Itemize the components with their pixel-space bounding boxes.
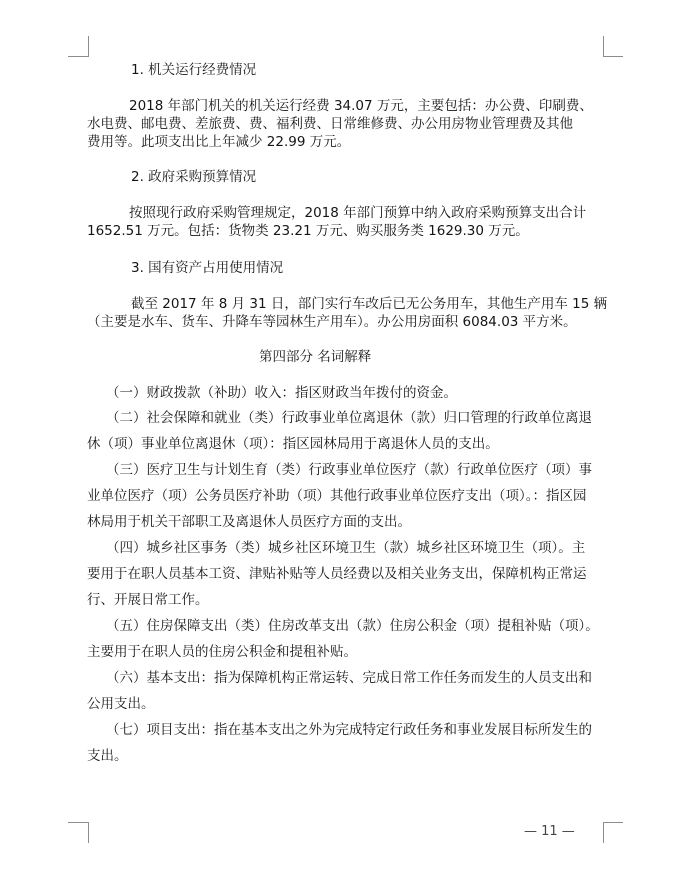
part-four-title: 第四部分 名词解释 bbox=[259, 349, 372, 365]
crop-mark-top-right-h bbox=[603, 56, 623, 57]
section-2-para-line-2: 1652.51 万元。包括：货物类 23.21 万元、购买服务类 1629.30 万元。 bbox=[87, 223, 529, 239]
definition-line: 要用于在职人员基本工资、津贴补贴等人员经费以及相关业务支出，保障机构正常运 bbox=[87, 566, 587, 582]
definition-line: 主要用于在职人员的住房公积金和提租补贴。 bbox=[87, 644, 357, 660]
section-3-heading: 3. 国有资产占用使用情况 bbox=[131, 260, 284, 276]
crop-mark-bottom-left-h bbox=[68, 822, 88, 823]
section-3-para-line-2: （主要是水车、货车、升降车等园林生产用车）。办公用房面积 6084.03 平方米。 bbox=[87, 314, 577, 330]
section-1-heading: 1. 机关运行经费情况 bbox=[131, 62, 257, 78]
definition-line: （二）社会保障和就业（类）行政事业单位离退休（款）归口管理的行政单位离退 bbox=[106, 410, 592, 426]
definition-line: （三）医疗卫生与计划生育（类）行政事业单位医疗（款）行政单位医疗（项）事 bbox=[106, 462, 592, 478]
definition-line: （一）财政拨款（补助）收入：指区财政当年拨付的资金。 bbox=[106, 385, 457, 401]
crop-mark-bottom-right-h bbox=[603, 822, 623, 823]
definition-line: （四）城乡社区事务（类）城乡社区环境卫生（款）城乡社区环境卫生（项）。主 bbox=[106, 540, 586, 556]
section-3-para-line-1: 截至 2017 年 8 月 31 日，部门实行车改后已无公务用车，其他生产用车 15 辆 bbox=[131, 296, 608, 312]
definition-line: （五）住房保障支出（类）住房改革支出（款）住房公积金（项）提租补贴（项）。 bbox=[106, 618, 599, 634]
section-2-heading: 2. 政府采购预算情况 bbox=[131, 169, 257, 185]
definition-line: （六）基本支出：指为保障机构正常运转、完成日常工作任务而发生的人员支出和 bbox=[106, 670, 592, 686]
definition-line: 行、开展日常工作。 bbox=[87, 592, 209, 608]
definition-line: 休（项）事业单位离退休（项）：指区园林局用于离退休人员的支出。 bbox=[87, 436, 499, 452]
definition-line: （七）项目支出：指在基本支出之外为完成特定行政任务和事业发展目标所发生的 bbox=[106, 722, 592, 738]
crop-mark-top-right-v bbox=[603, 36, 604, 57]
section-1-para-line-3: 费用等。此项支出比上年减少 22.99 万元。 bbox=[87, 134, 351, 150]
page-number: — 11 — bbox=[524, 824, 575, 839]
section-2-para-line-1: 按照现行政府采购管理规定，2018 年部门预算中纳入政府采购预算支出合计 bbox=[129, 205, 587, 221]
definition-line: 公用支出。 bbox=[87, 696, 155, 712]
definition-line: 业单位医疗（项）公务员医疗补助（项）其他行政事业单位医疗支出（项）。：指区园 bbox=[87, 488, 587, 504]
section-1-para-line-2: 水电费、邮电费、差旅费、费、福利费、日常维修费、办公用房物业管理费及其他 bbox=[87, 116, 573, 132]
crop-mark-top-left-v bbox=[88, 36, 89, 57]
definition-line: 林局用于机关干部职工及离退休人员医疗方面的支出。 bbox=[87, 514, 411, 530]
section-1-para-line-1: 2018 年部门机关的机关运行经费 34.07 万元，主要包括：办公费、印刷费、 bbox=[129, 98, 593, 114]
crop-mark-bottom-left-v bbox=[88, 822, 89, 843]
definition-line: 支出。 bbox=[87, 748, 128, 764]
crop-mark-bottom-right-v bbox=[603, 822, 604, 843]
crop-mark-top-left-h bbox=[68, 56, 88, 57]
